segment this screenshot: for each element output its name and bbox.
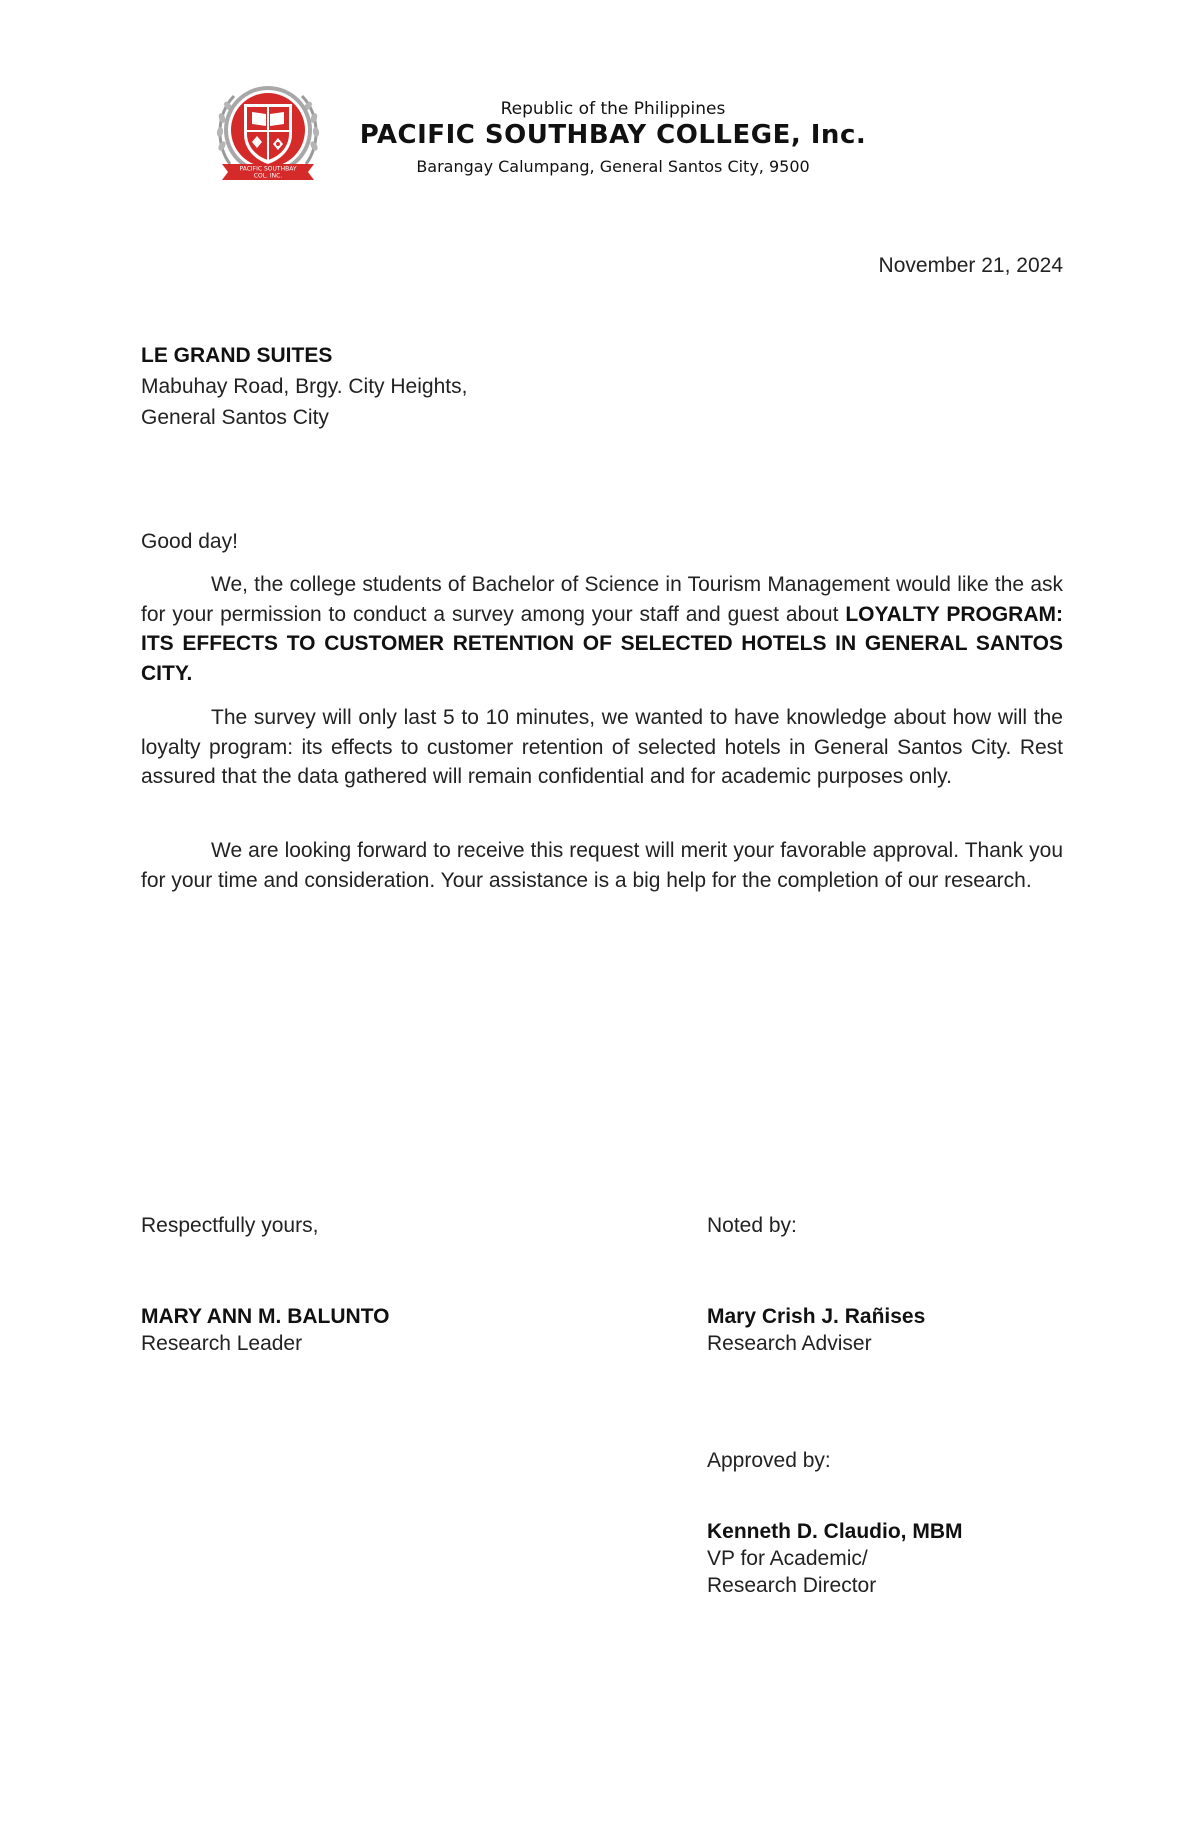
paragraph-request bbox=[141, 570, 1063, 688]
recipient-address-line1: Mabuhay Road, Brgy. City Heights, bbox=[141, 375, 468, 398]
letterhead bbox=[208, 76, 888, 192]
paragraph-survey-details: The survey will only last 5 to 10 minutes, we wanted to have knowledge about how will the loyalty program: its effects to customer retention of selected hotels in General Santos City. Rest assured that the data gathered will remain confidential and for academic purposes only. bbox=[141, 706, 1063, 788]
approved-by-label: Approved by: bbox=[707, 1449, 831, 1472]
recipient-address-line2: General Santos City bbox=[141, 406, 329, 429]
adviser-name: Mary Crish J. Rañises bbox=[707, 1305, 926, 1328]
greeting: Good day! bbox=[141, 530, 238, 553]
seal-ribbon-text-line1: PACIFIC SOUTHBAY bbox=[239, 165, 297, 173]
closing-salutation: Respectfully yours, bbox=[141, 1214, 319, 1237]
letter-date: November 21, 2024 bbox=[878, 254, 1063, 277]
republic-line: Republic of the Philippines bbox=[500, 99, 726, 119]
college-seal-logo bbox=[208, 76, 328, 192]
adviser-role: Research Adviser bbox=[707, 1332, 872, 1355]
recipient-name: LE GRAND SUITES bbox=[141, 344, 333, 367]
leader-name: MARY ANN M. BALUNTO bbox=[141, 1305, 390, 1328]
leader-signature-block bbox=[141, 1303, 390, 1357]
research-title: LOYALTY PROGRAM: ITS EFFECTS TO CUSTOMER RETENTION OF SELECTED HOTELS IN GENERAL SANTOS CITY. bbox=[141, 602, 1064, 685]
adviser-signature-block bbox=[707, 1303, 925, 1357]
director-signature-block bbox=[707, 1518, 963, 1599]
seal-ribbon-text-line2: COL. INC. bbox=[253, 172, 283, 180]
noted-by-label: Noted by: bbox=[707, 1214, 797, 1237]
paragraph-request-intro: We, the college students of Bachelor of Science in Tourism Management would like the ask for your permission to conduct a survey among your staff and guest about bbox=[141, 573, 1063, 626]
director-role-line2: Research Director bbox=[707, 1574, 877, 1597]
leader-role: Research Leader bbox=[141, 1332, 303, 1355]
college-name: PACIFIC SOUTHBAY COLLEGE, Inc. bbox=[359, 120, 867, 150]
director-name: Kenneth D. Claudio, MBM bbox=[707, 1520, 963, 1543]
paragraph-closing: We are looking forward to receive this request will merit your favorable approval. Thank you for your time and consideration. Your assistance is a big help for the completion of our research. bbox=[141, 839, 1063, 892]
director-role-line1: VP for Academic/ bbox=[707, 1547, 868, 1570]
college-address: Barangay Calumpang, General Santos City, 9500 bbox=[416, 157, 810, 176]
recipient-block bbox=[141, 341, 841, 434]
